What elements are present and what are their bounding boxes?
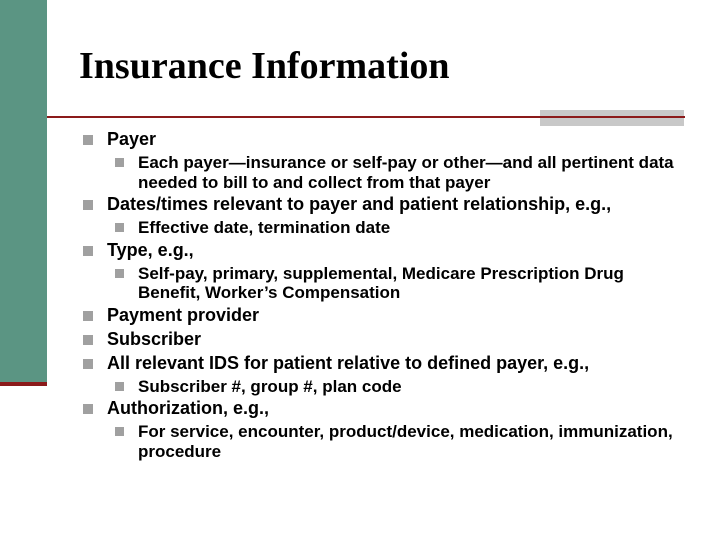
bullet-text: Payer [107, 129, 157, 149]
sub-bullet-item [138, 420, 683, 461]
title-underline-rule-end [540, 116, 684, 118]
bullet-text: All relevant IDS for patient relative to defined payer, e.g., [107, 352, 590, 373]
sub-bullet-item [138, 151, 683, 192]
square-bullet-icon [115, 269, 124, 278]
square-bullet-icon [83, 246, 93, 256]
bullet-text: Type, e.g., [107, 239, 194, 260]
title-rule-shadow-block [540, 110, 684, 126]
sub-bullet-item [138, 375, 683, 397]
sub-bullet-item [138, 216, 683, 238]
sub-bullet-item [138, 262, 683, 303]
square-bullet-icon [115, 223, 124, 232]
sub-bullet-text: Subscriber #, group #, plan code [138, 376, 402, 396]
square-bullet-icon [83, 135, 93, 145]
sub-bullet-text: For service, encounter, product/device, medication, immunization, procedure [138, 422, 673, 461]
square-bullet-icon [115, 427, 124, 436]
slide-title: Insurance Information [79, 45, 450, 87]
bullet-item-dates-times [83, 192, 683, 216]
square-bullet-icon [83, 335, 93, 345]
bullet-text: Subscriber [107, 328, 202, 349]
square-bullet-icon [83, 311, 93, 321]
bullet-list [83, 127, 683, 461]
square-bullet-icon [83, 200, 93, 210]
bullet-item-type [83, 238, 683, 262]
bullet-text: Authorization, e.g., [107, 398, 269, 418]
bullet-item-relevant-ids [83, 351, 683, 375]
sub-bullet-text: Self-pay, primary, supplemental, Medicare Prescription Drug Benefit, Worker’s Compensation [138, 263, 624, 302]
bullet-item-authorization [83, 396, 683, 420]
square-bullet-icon [115, 158, 124, 167]
square-bullet-icon [115, 382, 124, 391]
left-bar-accent-line [0, 382, 47, 386]
square-bullet-icon [83, 359, 93, 369]
left-decorative-bar [0, 0, 47, 382]
bullet-item-subscriber [83, 327, 683, 351]
bullet-item-payment-provider [83, 303, 683, 327]
sub-bullet-text: Each payer—insurance or self-pay or other—and all pertinent data needed to bill to and collect from that payer [138, 153, 674, 192]
square-bullet-icon [83, 404, 93, 414]
bullet-item-payer [83, 127, 683, 151]
bullet-text: Dates/times relevant to payer and patient relationship, e.g., [107, 194, 612, 214]
sub-bullet-text: Effective date, termination date [138, 218, 391, 237]
bullet-text: Payment provider [107, 304, 260, 325]
